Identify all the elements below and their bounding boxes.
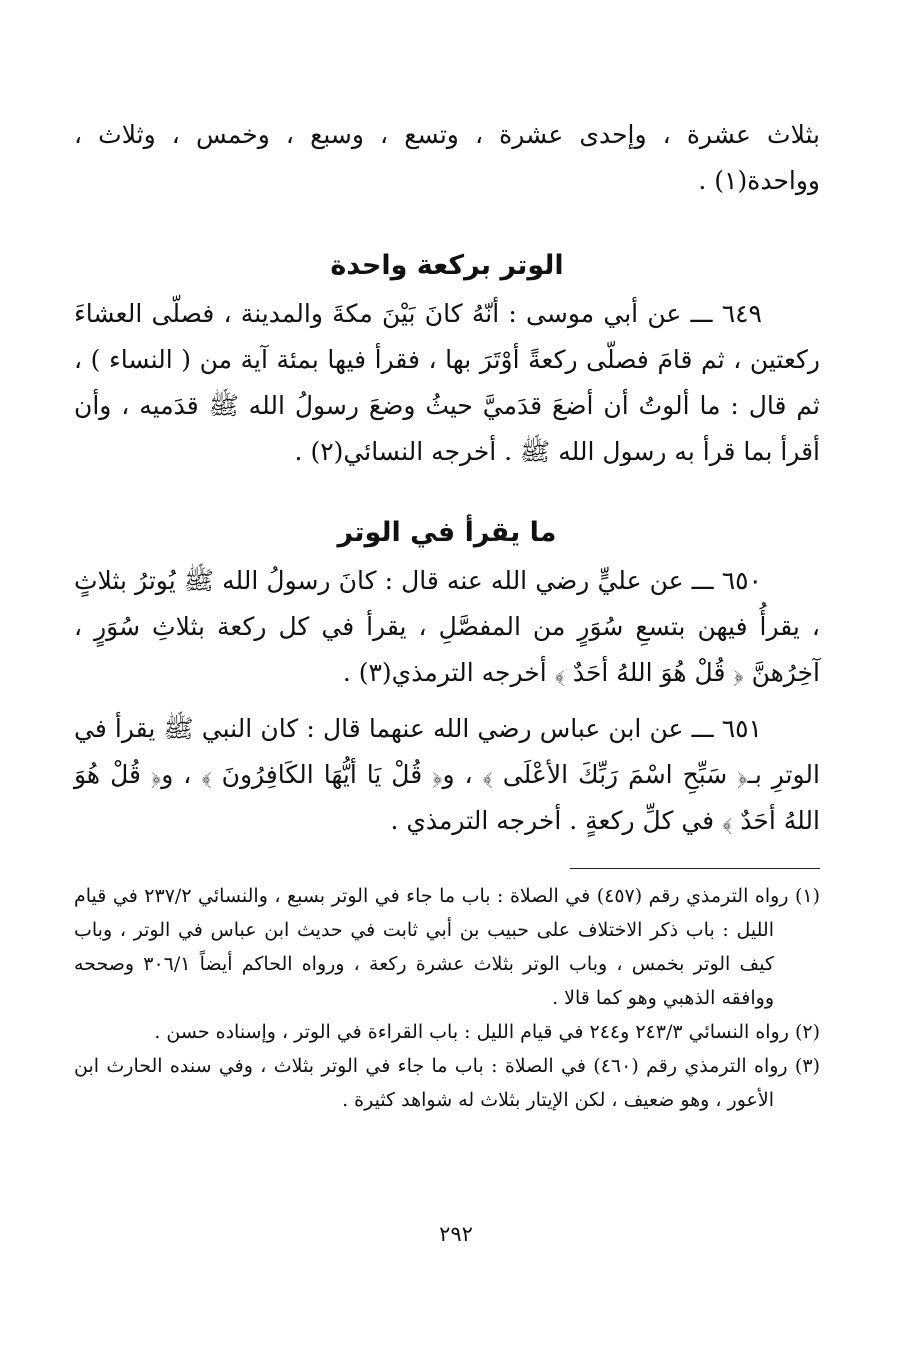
section-body-witr-recitation [74,558,820,844]
footnote-2: (٢) رواه النسائي ٢٤٣/٣ و٢٤٤ في قيام الليل : باب القراءة في الوتر ، وإسناده حسن . [154,1021,820,1043]
hadith-649: ٦٤٩ ـــ عن أبي موسى : أنّهُ كانَ بَيْنَ مكةَ والمدينة ، فصلّى العشاءَ ركعتين ، ثم قامَ فصلّى ركعةً أوْتَرَ بها ، فقرأ فيها بمئة آية من ( النساء ) ، ثم قال : ما ألوتُ أن أضعَ قدَميَّ حيثُ وضعَ رسولُ الله ﷺ قدَميه ، وأن أقرأ بما قرأ به رسول الله ﷺ . أخرجه النسائي(٢) . [74,299,820,466]
hadith-650: ٦٥٠ ـــ عن عليٍّ رضي الله عنه قال : كانَ رسولُ الله ﷺ يُوترُ بثلاثٍ ، يقرأُ فيهن بتسعِ سُوَرٍ من المفصَّلِ ، يقرأ في كل ركعة بثلاثِ سُوَرٍ ، آخِرُهنَّ ﴿ قُلْ هُوَ اللهُ أحَدٌ ﴾ أخرجه الترمذي(٣) . [74,566,820,687]
section-heading-witr-one-rakah: الوتر بركعة واحدة [330,250,564,281]
section-body-witr-one-rakah [74,291,820,475]
footnotes [74,879,820,1117]
page-number: ٢٩٢ [439,1222,473,1246]
opening-paragraph: بثلاث عشرة ، وإحدى عشرة ، وتسع ، وسبع ، وخمس ، وثلاث ، وواحدة(١) . [74,120,820,195]
section-heading-witr-recitation: ما يقرأ في الوتر [337,517,557,548]
hadith-651: ٦٥١ ـــ عن ابن عباس رضي الله عنهما قال : كان النبي ﷺ يقرأ في الوترِ بـ﴿ سَبِّحِ اسْمَ رَبِّكَ الأعْلَى ﴾ ، و﴿ قُلْ يَا أيُّهَا الكَافِرُونَ ﴾ ، و﴿ قُلْ هُوَ اللهُ أحَدٌ ﴾ في كلِّ ركعةٍ . أخرجه الترمذي . [74,714,820,835]
footnote-divider [570,868,820,869]
footnote-1: (١) رواه الترمذي رقم (٤٥٧) في الصلاة : باب ما جاء في الوتر بسبع ، والنسائي ٢٣٧/٢ في قيام الليل : باب ذكر الاختلاف على حبيب بن أبي ثابت في حديث ابن عباس في الوتر ، وباب كيف الوتر بخمس ، وباب الوتر بثلاث عشرة ركعة ، ورواه الحاكم أيضاً ٣٠٦/١ وصححه ووافقه الذهبي وهو كما قالا . [74,885,821,1009]
book-page [74,112,820,1358]
footnote-3: (٣) رواه الترمذي رقم (٤٦٠) في الصلاة : باب ما جاء في الوتر بثلاث ، وفي سنده الحارث ابن الأعور ، وهو ضعيف ، لكن الإيتار بثلاث له شواهد كثيرة . [74,1055,820,1111]
